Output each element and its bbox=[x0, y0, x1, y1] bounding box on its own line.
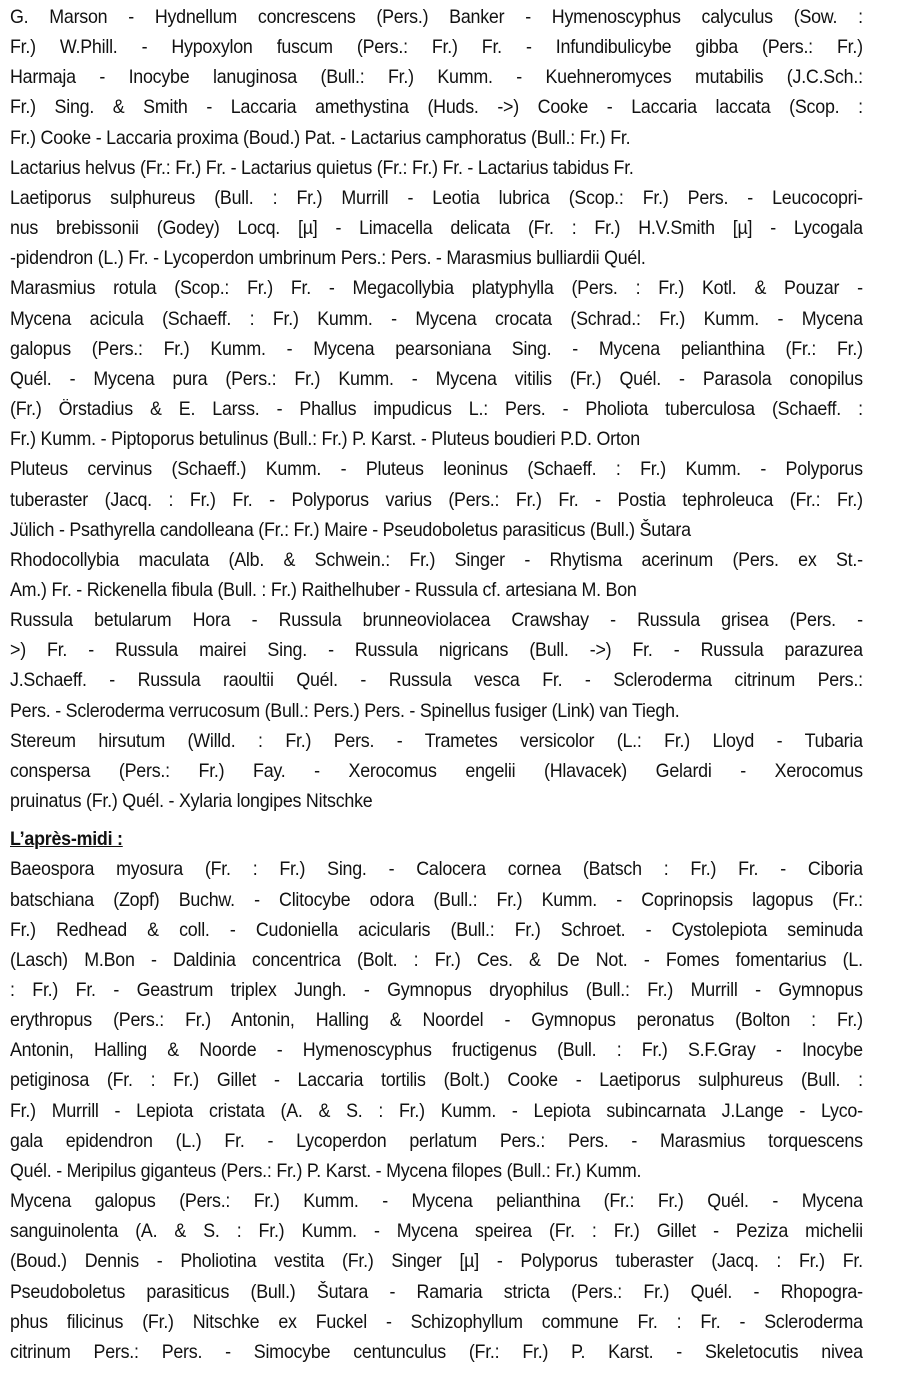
text-line: Rhodocollybia maculata (Alb. & Schwein.: Fr.) Singer - Rhytisma acerinum (Pers. ex St.- bbox=[10, 549, 863, 571]
text-line: Fr.) Kumm. - Piptoporus betulinus (Bull.: Fr.) P. Karst. - Pluteus boudieri P.D. Orton bbox=[10, 429, 640, 451]
text-line: Laetiporus sulphureus (Bull. : Fr.) Murrill - Leotia lubrica (Scop.: Fr.) Pers. - Leucocopri- bbox=[10, 187, 863, 209]
text-line: (Fr.) Örstadius & E. Larss. - Phallus impudicus L.: Pers. - Pholiota tuberculosa (Schaeff. : bbox=[10, 399, 863, 421]
text-line: nus brebissonii (Godey) Locq. [µ] - Limacella delicata (Fr. : Fr.) H.V.Smith [µ] - Lycogala bbox=[10, 218, 863, 240]
text-line: Baeospora myosura (Fr. : Fr.) Sing. - Calocera cornea (Batsch : Fr.) Fr. - Ciboria bbox=[10, 859, 863, 881]
text-line: tuberaster (Jacq. : Fr.) Fr. - Polyporus varius (Pers.: Fr.) Fr. - Postia tephroleuca (Fr.: Fr.) bbox=[10, 489, 863, 511]
text-line: Mycena acicula (Schaeff. : Fr.) Kumm. - Mycena crocata (Schrad.: Fr.) Kumm. - Mycena bbox=[10, 308, 863, 330]
text-line: Antonin, Halling & Noorde - Hymenoscyphus fructigenus (Bull. : Fr.) S.F.Gray - Inocybe bbox=[10, 1040, 863, 1062]
afternoon-species-list bbox=[10, 855, 864, 1368]
text-line: (Boud.) Dennis - Pholiotina vestita (Fr.) Singer [µ] - Polyporus tuberaster (Jacq. : Fr.) Fr. bbox=[10, 1251, 863, 1273]
afternoon-heading: L’après-midi : bbox=[10, 829, 123, 851]
text-line: gala epidendron (L.) Fr. - Lycoperdon perlatum Pers.: Pers. - Marasmius torquescens bbox=[10, 1130, 863, 1152]
text-line: Pluteus cervinus (Schaeff.) Kumm. - Pluteus leoninus (Schaeff. : Fr.) Kumm. - Polyporus bbox=[10, 459, 863, 481]
text-line: -pidendron (L.) Fr. - Lycoperdon umbrinum Pers.: Pers. - Marasmius bulliardii Quél. bbox=[10, 248, 646, 270]
text-line: Stereum hirsutum (Willd. : Fr.) Pers. - Trametes versicolor (L.: Fr.) Lloyd - Tubaria bbox=[10, 730, 863, 752]
text-line: Marasmius rotula (Scop.: Fr.) Fr. - Megacollybia platyphylla (Pers. : Fr.) Kotl. & Pouzar - bbox=[10, 278, 863, 300]
text-line: Harmaja - Inocybe lanuginosa (Bull.: Fr.) Kumm. - Kuehneromyces mutabilis (J.C.Sch.: bbox=[10, 67, 863, 89]
text-line: J.Schaeff. - Russula raoultii Quél. - Russula vesca Fr. - Scleroderma citrinum Pers.: bbox=[10, 670, 863, 692]
text-line: Fr.) Redhead & coll. - Cudoniella acicularis (Bull.: Fr.) Schroet. - Cystolepiota seminuda bbox=[10, 919, 863, 941]
text-line: Jülich - Psathyrella candolleana (Fr.: Fr.) Maire - Pseudoboletus parasiticus (Bull.) Šutara bbox=[10, 519, 691, 541]
text-line: Fr.) Sing. & Smith - Laccaria amethystina (Huds. ->) Cooke - Laccaria laccata (Scop. : bbox=[10, 97, 863, 119]
text-line: Pers. - Scleroderma verrucosum (Bull.: Pers.) Pers. - Spinellus fusiger (Link) van Tiegh. bbox=[10, 700, 680, 722]
text-line: batschiana (Zopf) Buchw. - Clitocybe odora (Bull.: Fr.) Kumm. - Coprinopsis lagopus (Fr.: bbox=[10, 889, 863, 911]
text-line: G. Marson - Hydnellum concrescens (Pers.) Banker - Hymenoscyphus calyculus (Sow. : bbox=[10, 7, 863, 28]
text-line: >) Fr. - Russula mairei Sing. - Russula nigricans (Bull. ->) Fr. - Russula parazurea bbox=[10, 640, 863, 662]
text-line: sanguinolenta (A. & S. : Fr.) Kumm. - Mycena speirea (Fr. : Fr.) Gillet - Peziza michelii bbox=[10, 1221, 863, 1243]
text-line: Fr.) Murrill - Lepiota cristata (A. & S. : Fr.) Kumm. - Lepiota subincarnata J.Lange - Lyco- bbox=[10, 1100, 863, 1122]
text-line: citrinum Pers.: Pers. - Simocybe centunculus (Fr.: Fr.) P. Karst. - Skeletocutis nivea bbox=[10, 1341, 863, 1363]
text-line: Russula betularum Hora - Russula brunneoviolacea Crawshay - Russula grisea (Pers. - bbox=[10, 610, 863, 632]
text-line: Am.) Fr. - Rickenella fibula (Bull. : Fr.) Raithelhuber - Russula cf. artesiana M. Bon bbox=[10, 579, 637, 601]
text-line: Lactarius helvus (Fr.: Fr.) Fr. - Lactarius quietus (Fr.: Fr.) Fr. - Lactarius tabidus Fr. bbox=[10, 157, 634, 179]
text-line: conspersa (Pers.: Fr.) Fay. - Xerocomus engelii (Hlavacek) Gelardi - Xerocomus bbox=[10, 760, 863, 782]
morning-species-list bbox=[10, 3, 864, 817]
text-line: Pseudoboletus parasiticus (Bull.) Šutara - Ramaria stricta (Pers.: Fr.) Quél. - Rhopogra- bbox=[10, 1281, 863, 1303]
text-line: Fr.) W.Phill. - Hypoxylon fuscum (Pers.: Fr.) Fr. - Infundibulicybe gibba (Pers.: Fr.) bbox=[10, 37, 863, 59]
text-line: petiginosa (Fr. : Fr.) Gillet - Laccaria tortilis (Bolt.) Cooke - Laetiporus sulphureus (Bull. : bbox=[10, 1070, 863, 1092]
text-line: Fr.) Cooke - Laccaria proxima (Boud.) Pat. - Lactarius camphoratus (Bull.: Fr.) Fr. bbox=[10, 127, 631, 149]
text-line: Quél. - Mycena pura (Pers.: Fr.) Kumm. - Mycena vitilis (Fr.) Quél. - Parasola conopilus bbox=[10, 368, 863, 390]
text-line: Mycena galopus (Pers.: Fr.) Kumm. - Mycena pelianthina (Fr.: Fr.) Quél. - Mycena bbox=[10, 1191, 863, 1213]
text-line: galopus (Pers.: Fr.) Kumm. - Mycena pearsoniana Sing. - Mycena pelianthina (Fr.: Fr.) bbox=[10, 338, 863, 360]
text-line: : Fr.) Fr. - Geastrum triplex Jungh. - Gymnopus dryophilus (Bull.: Fr.) Murrill - Gymnopus bbox=[10, 980, 863, 1001]
text-line: pruinatus (Fr.) Quél. - Xylaria longipes Nitschke bbox=[10, 791, 373, 813]
text-line: phus filicinus (Fr.) Nitschke ex Fuckel - Schizophyllum commune Fr. : Fr. - Scleroderma bbox=[10, 1311, 863, 1333]
text-line: (Lasch) M.Bon - Daldinia concentrica (Bolt. : Fr.) Ces. & De Not. - Fomes fomentarius (L. bbox=[10, 949, 863, 971]
text-line: Quél. - Meripilus giganteus (Pers.: Fr.) P. Karst. - Mycena filopes (Bull.: Fr.) Kumm. bbox=[10, 1160, 642, 1182]
text-line: erythropus (Pers.: Fr.) Antonin, Halling & Noordel - Gymnopus peronatus (Bolton : Fr.) bbox=[10, 1010, 863, 1032]
